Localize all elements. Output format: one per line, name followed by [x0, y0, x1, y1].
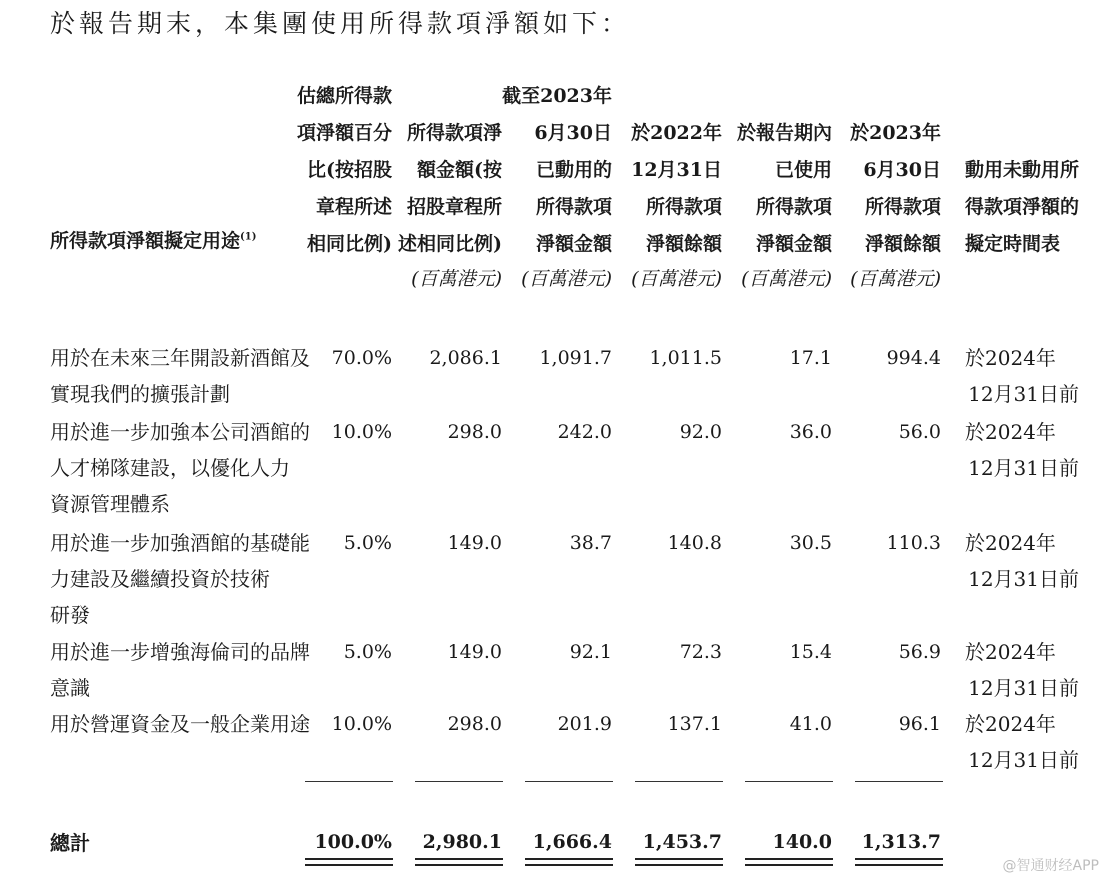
cell-bal-2023: 110.3 [886, 532, 941, 554]
cell-used-period: 30.5 [789, 532, 832, 554]
cell-bal-2023: 96.1 [898, 713, 941, 735]
header-col4-line: 12月31日 [631, 159, 722, 181]
header-purpose-note: (1) [240, 231, 257, 243]
timing-line: 於2024年 [965, 640, 1056, 664]
header-col2-line: 額金額(按 [417, 159, 502, 181]
header-col5-line: 所得款項 [755, 196, 832, 218]
total-bal-2022: 1,453.7 [642, 831, 722, 853]
total-bal-2023: 1,313.7 [861, 831, 941, 853]
header-col5-line: 已使用 [774, 159, 832, 181]
cell-bal-2022: 72.3 [679, 641, 722, 663]
header-col1-line: 相同比例) [307, 233, 392, 255]
row-label-line: 用於進一步加強本公司酒館的 [50, 420, 310, 444]
cell-amount: 298.0 [447, 421, 502, 443]
total-pct: 100.0% [314, 831, 392, 853]
watermark: @智通财经APP [1002, 858, 1099, 874]
header-col6 [850, 115, 941, 263]
header-col2-line: 述相同比例) [398, 233, 502, 255]
header-col7 [965, 152, 1079, 263]
unit-col6: (百萬港元) [850, 268, 941, 290]
cell-used-cum: 1,091.7 [539, 347, 612, 369]
timing-line: 於2024年 [965, 712, 1056, 736]
timing-line: 於2024年 [965, 531, 1056, 555]
table-row-label [50, 414, 310, 522]
header-col4-line: 淨額餘額 [645, 233, 722, 255]
header-col6-line: 所得款項 [864, 196, 941, 218]
total-double-rule [745, 858, 833, 866]
cell-timing [965, 706, 1079, 778]
cell-used-cum: 201.9 [557, 713, 612, 735]
row-label-line: 用於進一步加強酒館的基礎能 [50, 531, 310, 555]
cell-amount: 149.0 [447, 641, 502, 663]
cell-pct: 10.0% [331, 713, 392, 735]
cell-timing [965, 414, 1079, 486]
header-col1-line: 章程所述 [315, 196, 392, 218]
row-label-line: 用於在未來三年開設新酒館及 [50, 346, 310, 370]
header-col3-line: 6月30日 [534, 122, 612, 144]
timing-line: 12月31日前 [968, 382, 1079, 406]
unit-col4: (百萬港元) [631, 268, 722, 290]
header-col2 [398, 115, 502, 263]
unit-col3: (百萬港元) [521, 268, 612, 290]
subtotal-rule [745, 781, 833, 782]
header-col1-line: 比(按招股 [307, 159, 392, 181]
cell-bal-2022: 92.0 [679, 421, 722, 443]
timing-line: 於2024年 [965, 346, 1056, 370]
header-col2-line: 招股章程所 [406, 196, 502, 218]
header-col2-line: 所得款項淨 [406, 122, 502, 144]
row-label-line: 用於進一步增強海倫司的品牌 [50, 640, 310, 664]
timing-line: 於2024年 [965, 420, 1056, 444]
header-col3-line: 淨額金額 [535, 233, 612, 255]
total-double-rule [305, 858, 393, 866]
cell-bal-2023: 56.9 [898, 641, 941, 663]
timing-line: 12月31日前 [968, 456, 1079, 480]
intro-text: 於報告期末，本集團使用所得款項淨額如下： [50, 9, 631, 38]
cell-used-period: 15.4 [789, 641, 832, 663]
table-row-label [50, 634, 310, 706]
header-col6-line: 6月30日 [863, 159, 941, 181]
subtotal-rule [305, 781, 393, 782]
cell-pct: 70.0% [331, 347, 392, 369]
timing-line: 12月31日前 [968, 748, 1079, 772]
total-double-rule [635, 858, 723, 866]
header-col7-line: 得款項淨額的 [965, 196, 1080, 218]
subtotal-rule [635, 781, 723, 782]
header-col1-line: 項淨額百分 [296, 122, 392, 144]
row-label-line: 用於營運資金及一般企業用途 [50, 712, 310, 736]
header-col7-line: 動用未動用所 [965, 159, 1080, 181]
header-col1-line: 估總所得款 [296, 85, 392, 107]
header-col4-line: 所得款項 [645, 196, 722, 218]
cell-bal-2023: 56.0 [898, 421, 941, 443]
cell-pct: 10.0% [331, 421, 392, 443]
cell-amount: 149.0 [447, 532, 502, 554]
cell-bal-2023: 994.4 [886, 347, 941, 369]
table-row-label [50, 706, 310, 742]
unit-col2: (百萬港元) [411, 268, 502, 290]
cell-amount: 298.0 [447, 713, 502, 735]
subtotal-rule [855, 781, 943, 782]
cell-timing [965, 525, 1079, 597]
header-col4 [631, 115, 722, 263]
cell-used-period: 36.0 [789, 421, 832, 443]
row-label-line: 研發 [50, 603, 90, 627]
cell-used-cum: 92.1 [569, 641, 612, 663]
header-col6-line: 淨額餘額 [864, 233, 941, 255]
total-label: 總計 [50, 831, 90, 855]
row-label-line: 意識 [50, 676, 90, 700]
total-double-rule [525, 858, 613, 866]
header-col6-line: 於2023年 [850, 122, 941, 144]
subtotal-rule [525, 781, 613, 782]
total-double-rule [415, 858, 503, 866]
timing-line: 12月31日前 [968, 676, 1079, 700]
row-label-line: 人才梯隊建設，以優化人力 [50, 456, 290, 480]
cell-used-cum: 38.7 [569, 532, 612, 554]
header-col1 [297, 78, 392, 263]
table-row-label [50, 340, 310, 412]
cell-bal-2022: 137.1 [667, 713, 722, 735]
total-used-cum: 1,666.4 [532, 831, 612, 853]
row-label-line: 資源管理體系 [50, 492, 170, 516]
header-purpose-text: 所得款項淨額擬定用途 [50, 230, 241, 252]
total-amount: 2,980.1 [422, 831, 502, 853]
header-col3-line: 已動用的 [535, 159, 612, 181]
cell-used-period: 17.1 [789, 347, 832, 369]
cell-amount: 2,086.1 [429, 347, 502, 369]
table-row-label [50, 525, 310, 633]
header-col5-line: 淨額金額 [755, 233, 832, 255]
row-label-line: 力建設及繼續投資於技術 [50, 567, 270, 591]
header-col5 [737, 115, 832, 263]
cell-used-period: 41.0 [789, 713, 832, 735]
header-col3-line: 所得款項 [535, 196, 612, 218]
header-col3 [502, 78, 612, 263]
unit-col5: (百萬港元) [741, 268, 832, 290]
header-purpose [50, 226, 256, 253]
header-col5-line: 於報告期內 [736, 122, 832, 144]
cell-pct: 5.0% [343, 641, 392, 663]
cell-pct: 5.0% [343, 532, 392, 554]
total-double-rule [855, 858, 943, 866]
cell-bal-2022: 140.8 [667, 532, 722, 554]
row-label-line: 實現我們的擴張計劃 [50, 382, 230, 406]
header-col7-line: 擬定時間表 [965, 233, 1061, 255]
timing-line: 12月31日前 [968, 567, 1079, 591]
header-col4-line: 於2022年 [631, 122, 722, 144]
header-col3-line: 截至2023年 [502, 85, 612, 107]
cell-timing [965, 340, 1079, 412]
subtotal-rule [415, 781, 503, 782]
cell-used-cum: 242.0 [557, 421, 612, 443]
cell-bal-2022: 1,011.5 [649, 347, 722, 369]
total-used-period: 140.0 [772, 831, 832, 853]
cell-timing [965, 634, 1079, 706]
